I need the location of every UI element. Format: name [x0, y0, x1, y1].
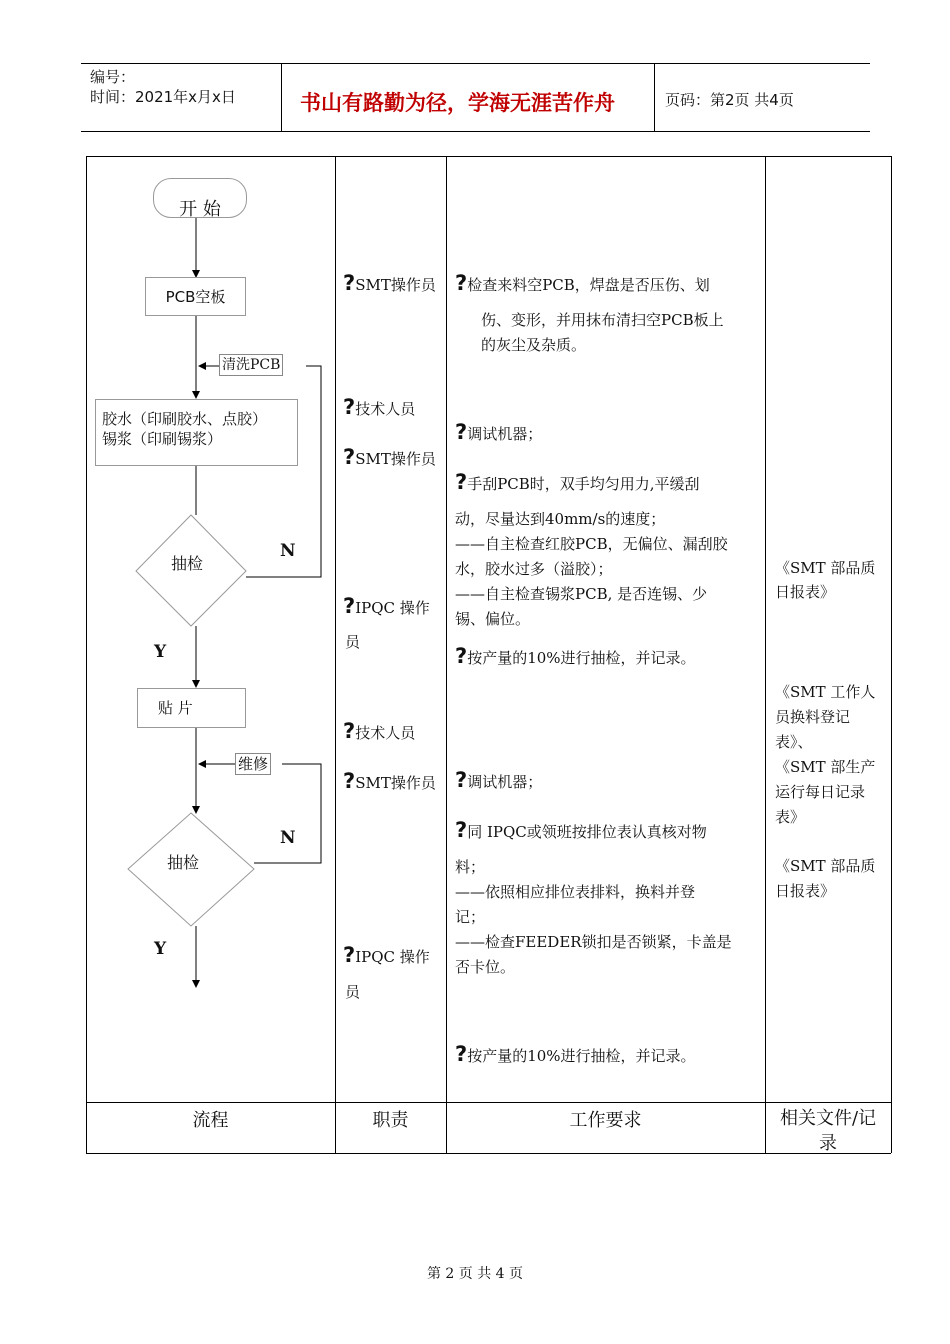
duty-smt-operator-2: ?SMT操作员 [343, 445, 436, 469]
column-header-records: 相关文件/记 录 [779, 1108, 877, 1154]
record-material-change-log-line2: 员换料登记 [775, 708, 851, 726]
requirement-1-line3: 的灰尘及杂质。 [481, 336, 587, 354]
requirement-3: ?手刮PCB时，双手均匀用力,平缓刮 [455, 470, 700, 494]
flow-inspection-2-label: 抽检 [167, 853, 200, 872]
requirement-3-line4: 水，胶水过多（溢胶）； [455, 560, 613, 578]
requirement-5: ?调试机器； [455, 768, 543, 792]
flow-pcb-blank-node: PCB空板 [145, 277, 246, 316]
record-quality-report-2-line2: 日报表》 [775, 882, 836, 900]
duty-technician-1: ?技术人员 [343, 395, 416, 419]
flow-inspection-1-label: 抽检 [171, 554, 204, 573]
duty-ipqc-1: ?IPQC 操作 [343, 594, 430, 618]
requirement-3-line5: ——自主检查锡浆PCB, 是否连锡、少 [455, 585, 708, 603]
requirement-3-line6: 锡、偏位。 [455, 610, 531, 628]
flow-yes-1: Y [154, 642, 167, 662]
requirement-6-line6: 否卡位。 [455, 958, 516, 976]
duty-smt-operator-1: ?SMT操作员 [343, 271, 436, 295]
page-footer: 第 2 页 共 4 页 [426, 1266, 524, 1282]
record-quality-report-1: 《SMT 部品质 [775, 559, 876, 577]
flow-glue-paste-node: 胶水（印刷胶水、点胶） 锡浆（印刷锡浆） [95, 399, 298, 466]
record-material-change-log-line3: 表》、 [775, 733, 813, 751]
record-quality-report-1-line2: 日报表》 [775, 583, 836, 601]
requirement-3-line3: ——自主检查红胶PCB，无偏位、漏刮胶 [455, 535, 728, 553]
requirement-6: ?同 IPQC或领班按排位表认真核对物 [455, 818, 707, 842]
requirement-6-line4: 记； [455, 908, 486, 926]
duty-ipqc-1-cont: 员 [345, 633, 361, 651]
requirement-4: ?按产量的10%进行抽检，并记录。 [455, 644, 696, 668]
record-production-log-line2: 运行每日记录 [775, 783, 866, 801]
duty-smt-operator-3: ?SMT操作员 [343, 769, 436, 793]
requirement-6-line5: ——检查FEEDER锁扣是否锁紧，卡盖是 [455, 933, 732, 951]
flow-no-1: N [280, 541, 296, 561]
flow-start-node: 开 始 [153, 178, 247, 218]
record-material-change-log: 《SMT 工作人 [775, 683, 876, 701]
duty-ipqc-2: ?IPQC 操作 [343, 943, 430, 967]
flow-yes-2: Y [154, 939, 167, 959]
flow-clean-pcb-label: 清洗PCB [219, 354, 283, 376]
document-time-label: 时间：2021年x月x日 [90, 88, 236, 106]
requirement-1-line2: 伤、变形，并用抹布清扫空PCB板上 [481, 311, 724, 329]
record-production-log-line3: 表》 [775, 808, 806, 826]
duty-ipqc-2-cont: 员 [345, 983, 361, 1001]
record-quality-report-2: 《SMT 部品质 [775, 857, 876, 875]
flow-repair-label: 维修 [235, 753, 271, 775]
flow-no-2: N [280, 828, 296, 848]
duty-technician-2: ?技术人员 [343, 719, 416, 743]
document-number-label: 编号： [90, 68, 136, 86]
column-header-process: 流程 [192, 1110, 229, 1131]
record-production-log: 《SMT 部生产 [775, 758, 876, 776]
column-header-responsibility: 职责 [372, 1110, 409, 1131]
requirement-3-line2: 动，尽量达到40mm/s的速度； [455, 510, 666, 528]
flow-mount-node: 贴 片 [137, 688, 246, 728]
requirement-1: ?检查来料空PCB，焊盘是否压伤、划 [455, 271, 710, 295]
requirement-6-line2: 料； [455, 858, 486, 876]
requirement-2: ?调试机器； [455, 420, 543, 444]
page-indicator: 页码：第2页 共4页 [665, 91, 794, 109]
column-header-requirements: 工作要求 [569, 1110, 642, 1131]
requirement-6-line3: ——依照相应排位表排料，换料并登 [455, 883, 696, 901]
header-slogan: 书山有路勤为径，学海无涯苦作舟 [300, 91, 615, 115]
requirement-7: ?按产量的10%进行抽检，并记录。 [455, 1042, 696, 1066]
